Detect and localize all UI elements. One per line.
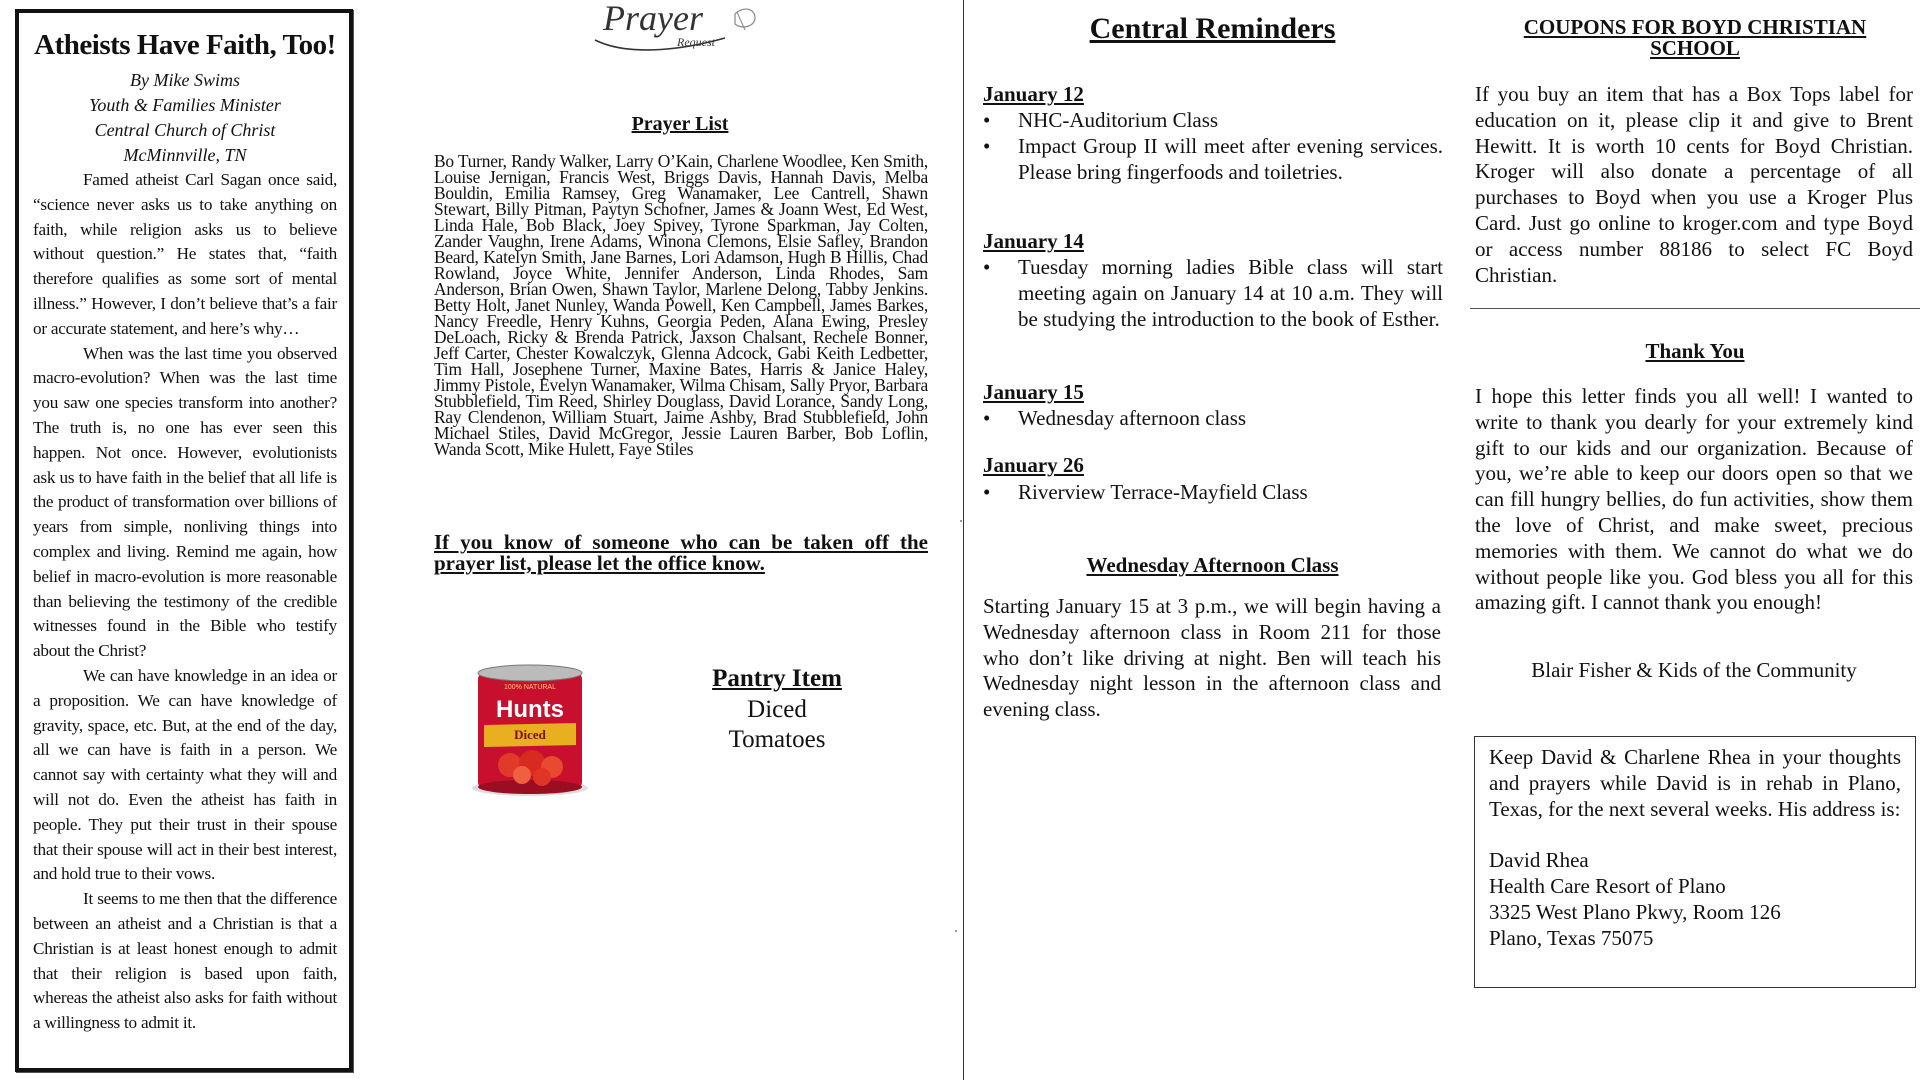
reminder-list: [983, 108, 1443, 185]
pantry-item: [692, 662, 862, 755]
rhea-address-line: 3325 West Plano Pkwy, Room 126: [1489, 899, 1781, 924]
article-church: Central Church of Christ: [94, 120, 276, 140]
can-top-text: 100% NATURAL: [503, 684, 557, 691]
praying-hands-icon: [585, 0, 775, 58]
article-box: [15, 9, 353, 1072]
can-label-text: Diced: [514, 727, 546, 742]
prayer-list-note: If you know of someone who can be taken off the prayer list, please let the office know.: [434, 530, 928, 575]
can-brand-text: Hunts: [496, 696, 564, 723]
reminder-date: January 26: [983, 453, 1084, 477]
rhea-message: Keep David & Charlene Rhea in your thoughts and prayers while David is in rehab in Plano, Texas, for the next several weeks. His address is:: [1489, 745, 1901, 821]
thank-you-signature: Blair Fisher & Kids of the Community: [1531, 658, 1857, 682]
pantry-line: Tomatoes: [728, 726, 826, 753]
reminder-item: • Riverview Terrace-Mayfield Class: [983, 480, 1443, 506]
reminder-list: [983, 406, 1443, 432]
article-paragraph: Famed atheist Carl Sagan once said, “science never asks us to take anything on faith, while religion asks us to believe without question.” He states that, “faith therefore qualifies as some sort of mental illness.” However, I don’t believe that’s a fair or accurate statement, and here’s why…: [33, 170, 337, 338]
article-title: Atheists Have Faith, Too!: [34, 29, 336, 61]
column-divider: [963, 0, 964, 1080]
tomato-can-image: [470, 663, 590, 798]
article-role: Youth & Families Minister: [89, 95, 281, 115]
pantry-title: Pantry Item: [712, 665, 842, 692]
reminder-date: January 15: [983, 380, 1084, 404]
rhea-prayer-box: [1474, 736, 1916, 988]
reminder-item: • Wednesday afternoon class: [983, 406, 1443, 432]
speck: [960, 520, 962, 522]
article-paragraph: When was the last time you observed macro-evolution? When was the last time you saw one species transform into another? The truth is, no one has ever seen this happen. Not once. However, evolutionists ask us to have faith in the belief that all life is the product of transformation over billions of years from simple, nonliving things into complex and living. Remind me again, how belief in macro-evolution is more reasonable than believing the testimony of the credible witnesses found in the Bible who testify about the Christ?: [33, 343, 337, 661]
logo-sub: Request: [677, 35, 715, 49]
reminder-item: • NHC-Auditorium Class: [983, 108, 1443, 134]
speck: [955, 930, 957, 932]
pantry-line: Diced: [747, 696, 807, 723]
article-location: McMinnville, TN: [123, 145, 247, 165]
wednesday-class-body: Starting January 15 at 3 p.m., we will begin having a Wednesday afternoon class in Room 211 for those who don’t like driving at night. Ben will teach his Wednesday night lesson in the afternoon class and evening class.: [983, 594, 1441, 722]
rhea-address-line: Health Care Resort of Plano: [1489, 873, 1726, 898]
reminder-list: [983, 480, 1443, 506]
section-divider: [1470, 308, 1920, 309]
article-paragraph: We can have knowledge in an idea or a proposition. We can have knowledge of gravity, space, etc. But, at the end of the day, all we can have is faith in a person. We cannot say with certainty what they will and will not do. Even the atheist has faith in people. They put their trust in their spouse that their spouse will act in their best interest, and hold true to their vows.: [33, 665, 337, 884]
logo-word: Prayer: [603, 0, 703, 38]
coupons-body: If you buy an item that has a Box Tops label for education on it, please clip it and give to Brent Hewitt. It is worth 10 cents for Boyd Christian. Kroger will also donate a percentage of all purchases to Boyd when you use a Kroger Plus Card. Just go online to kroger.com and type Boyd or access number 88186 to select FC Boyd Christian.: [1475, 82, 1913, 287]
rhea-address-line: Plano, Texas 75075: [1489, 925, 1654, 950]
wednesday-class-title: Wednesday Afternoon Class: [1086, 553, 1339, 577]
reminder-date: January 14: [983, 229, 1084, 253]
prayer-request-logo: [585, 0, 775, 58]
thank-you-body: I hope this letter finds you all well! I wanted to write to thank you dearly for your extremely kind gift to our kids and our organization. Because of you, we’re able to keep our doors open so that we can fill hungry bellies, do fun activities, show them the love of Christ, and make sweet, precious memories with them. We cannot do what we do without people like you. God bless you all for this amazing gift. I cannot thank you enough!: [1475, 384, 1913, 615]
rhea-address-name: David Rhea: [1489, 848, 1589, 873]
prayer-names: Bo Turner, Randy Walker, Larry O’Kain, Charlene Woodlee, Ken Smith, Louise Jernigan, Francis West, Briggs Davis, Hannah Davis, Melba Bouldin, Emilia Ramsey, Greg Wanamaker, Lee Cantrell, Shawn Stewart, Billy Pitman, Paytyn Schofner, James & Joann West, Ed West, Linda Hale, Bob Black, Joey Spivey, Tyrone Sparkman, Jay Colten, Zander Vaughn, Irene Adams, Winona Clemons, Elsie Safley, Brandon Beard, Katelyn Smith, Jane Barnes, Lori Adamson, Hugh B Hillis, Chad Rowland, Joyce White, Jennifer Anderson, Linda Rhodes, Sam Anderson, Brian Owen, Shawn Taylor, Marlene Delong, Tabby Jenkins. Betty Holt, Janet Nunley, Wanda Powell, Ken Campbell, James Barkes, Nancy Freedle, Henry Kuhns, Georgia Peden, Alana Ewing, Presley DeLoach, Ricky & Brenda Patrick, Jaxson Chalsant, Rechele Bonner, Jeff Carter, Chester Kowalczyk, Glenna Adcock, Gabi Keith Ledbetter, Tim Hall, Josephene Turner, Maxine Bates, Harris & Janice Haley, Jimmy Pistole, Evelyn Wanamaker, Wilma Chisam, Sally Pryor, Barbara Stubblefield, Tim Reed, Shirley Douglass, David Lorance, Sandy Long, Ray Clendenon, William Stuart, Jaime Ashby, Brad Stubblefield, John Michael Stiles, David McGregor, Jessie Lauren Barber, Bob Loflin, Wanda Scott, Mike Hulett, Faye Stiles: [434, 151, 928, 459]
central-reminders-title: Central Reminders: [1089, 12, 1336, 45]
coupons-title: COUPONS FOR BOYD CHRISTIAN SCHOOL: [1523, 15, 1867, 60]
article-byline: By Mike Swims: [130, 70, 240, 90]
reminder-item: • Impact Group II will meet after evening services. Please bring fingerfoods and toiletries.: [983, 134, 1443, 186]
reminder-item: • Tuesday morning ladies Bible class will start meeting again on January 14 at 10 a.m. They will be studying the introduction to the book of Esther.: [983, 255, 1443, 332]
reminder-list: [983, 255, 1443, 332]
reminder-date: January 12: [983, 82, 1084, 106]
prayer-list-heading: Prayer List: [631, 113, 729, 135]
thank-you-title: Thank You: [1645, 339, 1745, 363]
article-paragraph: It seems to me then that the difference between an atheist and a Christian is that a Christian is at least honest enough to admit that their religion is based upon faith, whereas the atheist also asks for faith without a willingness to admit it.: [33, 889, 337, 1033]
